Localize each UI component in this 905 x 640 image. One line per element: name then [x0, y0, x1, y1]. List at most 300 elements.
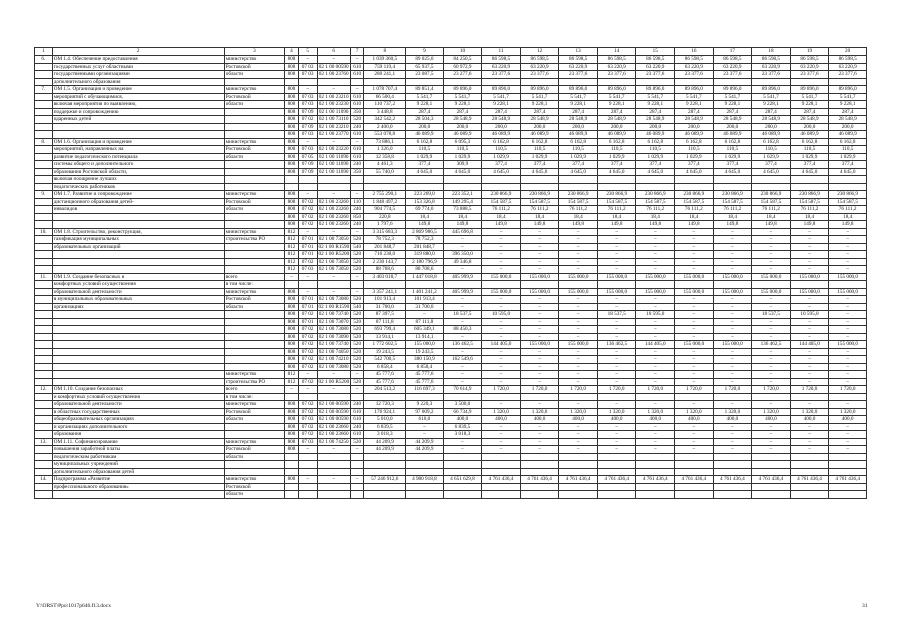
table-cell: 07 02	[298, 423, 317, 431]
table-cell: 808	[285, 138, 299, 146]
table-cell: 287,4	[713, 108, 752, 116]
table-cell: –	[317, 446, 350, 454]
table-cell: области	[224, 71, 284, 79]
table-cell: 1 326,0	[364, 146, 406, 154]
table-cell: –	[520, 228, 559, 236]
table-row	[35, 266, 867, 274]
table-cell: 18,4	[752, 213, 791, 221]
table-cell: –	[636, 431, 675, 439]
table-cell	[829, 491, 867, 499]
table-cell: 350	[350, 168, 364, 176]
table-cell: 377,4	[406, 161, 444, 169]
table-cell: 02 1 00 23660	[318, 423, 349, 430]
table-cell: 400,0	[790, 416, 829, 424]
table-cell: –	[350, 228, 364, 236]
table-cell	[224, 108, 284, 116]
table-cell: области	[224, 453, 284, 461]
table-cell: –	[713, 228, 752, 236]
table-cell: 4 761 436,4	[520, 476, 559, 484]
table-cell: 400,0	[675, 416, 714, 424]
table-cell: –	[443, 333, 482, 341]
table-cell	[224, 423, 284, 431]
table-cell: 19 243,5	[406, 348, 444, 356]
table-cell: –	[298, 56, 317, 64]
table-cell: 02 1 00 73110	[318, 116, 349, 122]
table-cell: –	[520, 258, 559, 266]
table-cell	[559, 393, 598, 401]
table-cell: 07 01	[298, 296, 317, 304]
table-cell: –	[790, 363, 829, 371]
table-cell	[364, 176, 406, 184]
table-cell: 154 587,5	[636, 198, 675, 206]
table-cell: 201 848,7	[364, 243, 406, 251]
table-cell: 89 896,0	[790, 86, 829, 94]
table-cell: 542 700,5	[364, 356, 406, 364]
table-cell: 287,4	[752, 108, 791, 116]
table-cell	[364, 491, 406, 499]
table-cell	[790, 183, 829, 191]
table-cell: 1 447 018,8	[406, 273, 444, 281]
table-cell	[752, 468, 791, 476]
table-cell: –	[636, 378, 675, 386]
table-cell	[829, 461, 867, 469]
table-cell: –	[636, 348, 675, 356]
table-cell: инвалидов	[52, 206, 224, 214]
table-cell: 46 089,9	[406, 131, 444, 139]
table-cell: 02 1 00 11090	[318, 108, 349, 115]
table-cell: –	[675, 438, 714, 446]
table-cell: –	[350, 288, 364, 296]
table-cell: 63 220,9	[559, 63, 598, 71]
table-cell: 1 029,9	[790, 153, 829, 161]
table-cell: 63 220,9	[597, 63, 636, 71]
table-cell: 28 504,3	[406, 116, 444, 124]
table-cell	[406, 468, 444, 476]
table-cell: –	[317, 138, 350, 146]
table-cell: 200,0	[482, 123, 521, 131]
table-cell: –	[713, 333, 752, 341]
table-row	[35, 116, 867, 124]
table-cell: –	[675, 348, 714, 356]
table-cell: 200,0	[675, 123, 714, 131]
table-cell: в том числе:	[224, 281, 284, 289]
table-cell: 3 500,0	[443, 401, 482, 409]
table-cell: 377,4	[829, 161, 867, 169]
table-cell: 808	[285, 86, 299, 94]
table-cell	[224, 213, 284, 221]
table-cell	[752, 281, 791, 289]
table-cell: 89 896,0	[752, 86, 791, 94]
table-cell	[285, 468, 299, 476]
table-cell: 110,5	[713, 146, 752, 154]
table-cell: 02 1 00 11090	[318, 153, 349, 160]
table-cell	[224, 251, 284, 259]
table-cell	[636, 491, 675, 499]
table-cell: 28 548,9	[443, 116, 482, 124]
table-cell: 4 761 436,4	[636, 476, 675, 484]
table-cell: –	[520, 296, 559, 304]
table-cell: 46 089,9	[597, 131, 636, 139]
table-cell: 1 029,9	[520, 153, 559, 161]
table-cell: 4 645,0	[675, 168, 714, 176]
table-cell: –	[520, 311, 559, 319]
table-cell: –	[443, 318, 482, 326]
table-cell: мероприятий с обучающимися,	[52, 93, 224, 101]
table-cell: –	[829, 266, 867, 274]
table-cell: 89 025,0	[406, 56, 444, 64]
table-cell	[35, 393, 53, 401]
table-cell	[675, 453, 714, 461]
table-cell: 808	[285, 191, 299, 199]
table-cell: 07 01	[298, 318, 317, 326]
table-cell	[713, 281, 752, 289]
table-cell: 342 542,2	[364, 116, 406, 124]
table-cell	[713, 176, 752, 184]
table-cell: 07 02	[298, 401, 317, 409]
table-cell: 02 1 00 74210	[318, 356, 349, 362]
table-cell	[636, 483, 675, 491]
table-cell: –	[559, 258, 598, 266]
table-cell: 520	[350, 236, 364, 244]
table-cell: 02 1 00 73070	[318, 318, 349, 325]
table-cell: 1 720,0	[829, 386, 867, 394]
table-cell	[559, 281, 598, 289]
table-cell: –	[713, 236, 752, 244]
table-cell: –	[636, 243, 675, 251]
table-cell: 07 01	[298, 251, 317, 259]
table-cell	[224, 243, 284, 251]
table-cell: 5 541,7	[597, 93, 636, 101]
table-cell: 66 734,9	[443, 408, 482, 416]
table-cell: 88 450,3	[443, 326, 482, 334]
table-cell	[298, 78, 317, 86]
table-cell: 28 548,9	[713, 116, 752, 124]
table-cell	[713, 461, 752, 469]
table-cell: 350	[350, 108, 364, 116]
table-cell: области	[224, 206, 284, 214]
table-cell: 44 209,9	[364, 446, 406, 454]
table-cell: министерство	[224, 56, 284, 64]
table-cell: 07 02	[298, 258, 317, 266]
table-cell: 23 377,6	[752, 71, 791, 79]
table-cell: 155 000,0	[636, 273, 675, 281]
table-cell: 44 209,9	[406, 438, 444, 446]
table-cell: –	[350, 86, 364, 94]
column-number-cell: 18	[752, 48, 791, 56]
table-cell: 155 000,0	[675, 273, 714, 281]
table-cell	[35, 176, 53, 184]
table-cell	[224, 348, 284, 356]
table-row	[35, 393, 867, 401]
table-cell	[350, 183, 364, 191]
table-cell: 02 1 00 74050	[318, 348, 349, 355]
table-cell: 14.	[35, 476, 53, 484]
table-cell: 716 230,0	[364, 251, 406, 259]
table-cell: 10 595,0	[636, 311, 675, 319]
table-cell	[52, 123, 224, 131]
table-cell: 110	[350, 198, 364, 206]
table-cell	[713, 491, 752, 499]
table-row	[35, 221, 867, 229]
column-number-cell: 13	[559, 48, 598, 56]
table-cell	[35, 153, 53, 161]
table-cell: всего	[224, 273, 284, 281]
table-cell	[52, 363, 224, 371]
table-cell: 88 708,6	[364, 266, 406, 274]
table-cell: 4 461,3	[364, 161, 406, 169]
table-cell	[406, 176, 444, 184]
table-cell: 808	[285, 303, 299, 311]
table-cell: 89 896,0	[597, 86, 636, 94]
table-cell: –	[559, 228, 598, 236]
table-cell: Ростовской	[224, 146, 284, 154]
table-cell: 1 320,0	[482, 408, 521, 416]
table-cell: 553 078,8	[364, 131, 406, 139]
table-cell: –	[675, 318, 714, 326]
table-cell: всего	[224, 386, 284, 394]
table-cell: 02 1 00 73080	[318, 363, 349, 370]
table-cell	[829, 176, 867, 184]
table-row	[35, 333, 867, 341]
table-cell: 610	[350, 416, 364, 424]
table-cell: 4 645,0	[752, 168, 791, 176]
table-cell: –	[829, 438, 867, 446]
table-cell	[317, 483, 350, 491]
table-cell: 9 228,1	[790, 101, 829, 109]
table-cell: 18,4	[597, 213, 636, 221]
table-cell: –	[597, 258, 636, 266]
table-cell	[713, 483, 752, 491]
table-cell: 28 548,9	[790, 116, 829, 124]
table-cell	[224, 333, 284, 341]
table-cell	[675, 281, 714, 289]
table-cell: –	[597, 356, 636, 364]
table-cell: –	[559, 333, 598, 341]
table-cell: –	[675, 423, 714, 431]
table-cell: –	[636, 371, 675, 379]
table-cell: 7.	[35, 86, 53, 94]
table-cell: 808	[285, 131, 299, 139]
table-cell: 4 761 436,4	[713, 476, 752, 484]
table-cell	[35, 341, 53, 349]
table-cell: 155 000,0	[482, 288, 521, 296]
table-cell	[350, 483, 364, 491]
table-cell: 02 1 00 23770	[318, 131, 349, 137]
table-cell: 1 029,9	[597, 153, 636, 161]
table-cell: –	[443, 446, 482, 454]
table-cell: –	[317, 288, 350, 296]
table-cell	[790, 491, 829, 499]
table-cell: 86 598,5	[752, 56, 791, 64]
table-cell: 1 078 707,4	[364, 86, 406, 94]
table-cell	[52, 371, 224, 379]
table-cell: 377,4	[559, 161, 598, 169]
table-cell: 808	[285, 438, 299, 446]
table-cell: 520	[350, 341, 364, 349]
table-cell: 02 1 00 23260	[318, 198, 349, 205]
table-cell	[35, 431, 53, 439]
table-cell: 280 241,1	[364, 71, 406, 79]
table-cell: 02 1 00 73050	[318, 236, 349, 242]
table-cell: педагогических работников	[52, 183, 224, 191]
table-cell: 377,4	[752, 161, 791, 169]
table-cell: 02 1 00 00590	[318, 416, 349, 422]
table-cell: –	[713, 266, 752, 274]
table-cell	[298, 461, 317, 469]
table-cell: 4 645,0	[597, 168, 636, 176]
table-cell: 808	[285, 213, 299, 221]
table-cell	[636, 281, 675, 289]
table-cell: 520	[350, 356, 364, 364]
table-cell: 23 377,6	[713, 71, 752, 79]
table-cell: –	[559, 356, 598, 364]
table-cell: –	[520, 438, 559, 446]
table-cell: министерство	[224, 401, 284, 409]
table-cell: –	[636, 258, 675, 266]
table-cell	[520, 453, 559, 461]
table-cell: 176 924,1	[364, 408, 406, 416]
table-cell	[35, 101, 53, 109]
table-cell: –	[482, 446, 521, 454]
table-cell	[35, 236, 53, 244]
table-cell: –	[675, 446, 714, 454]
table-cell: 07 02	[298, 311, 317, 319]
table-cell: –	[559, 243, 598, 251]
table-cell: 808	[285, 123, 299, 131]
table-cell: –	[520, 236, 559, 244]
table-cell: 31 700,0	[406, 303, 444, 311]
table-cell	[52, 221, 224, 229]
table-cell: образования	[52, 431, 224, 439]
table-cell: области	[224, 416, 284, 424]
table-cell: 812	[285, 228, 299, 236]
table-cell: 65 937,5	[406, 63, 444, 71]
table-cell: министерство	[224, 191, 284, 199]
table-cell: –	[790, 258, 829, 266]
table-cell: 520	[350, 363, 364, 371]
table-cell: –	[597, 446, 636, 454]
table-row	[35, 78, 867, 86]
table-cell	[636, 393, 675, 401]
table-cell: 28 548,9	[829, 116, 867, 124]
table-cell: 46 089,9	[520, 131, 559, 139]
table-cell: 6 162,8	[636, 138, 675, 146]
table-cell: –	[285, 273, 299, 281]
table-cell: –	[482, 228, 521, 236]
table-cell: –	[752, 326, 791, 334]
table-cell: –	[350, 56, 364, 64]
table-cell: 400,0	[829, 416, 867, 424]
table-cell: 07 03	[298, 416, 317, 424]
table-cell	[35, 461, 53, 469]
table-cell: 12 358,8	[364, 153, 406, 161]
table-cell: 808	[285, 363, 299, 371]
table-cell: 287,4	[443, 108, 482, 116]
table-cell	[752, 483, 791, 491]
table-cell: 155 000,0	[829, 288, 867, 296]
table-cell	[636, 461, 675, 469]
table-cell: 5 541,7	[675, 93, 714, 101]
table-cell: –	[636, 438, 675, 446]
table-cell: 87 111,8	[406, 318, 444, 326]
table-cell: ОМ 1.11. Софинансирование	[52, 438, 224, 446]
table-cell: 02 1 00 11090	[318, 161, 349, 167]
table-row	[35, 86, 867, 94]
table-cell: 808	[285, 146, 299, 154]
table-cell: –	[559, 311, 598, 319]
column-number-cell: 14	[597, 48, 636, 56]
column-number-cell: 15	[636, 48, 675, 56]
table-cell: 4 761 436,4	[559, 476, 598, 484]
table-cell: –	[790, 243, 829, 251]
table-cell	[52, 251, 224, 259]
table-cell: 6 162,8	[482, 138, 521, 146]
table-cell: –	[829, 303, 867, 311]
table-cell: –	[752, 378, 791, 386]
table-cell	[35, 206, 53, 214]
table-cell	[317, 393, 350, 401]
table-cell: –	[443, 438, 482, 446]
table-cell: –	[520, 431, 559, 439]
table-cell: 2 180 796,9	[406, 258, 444, 266]
table-cell	[520, 78, 559, 86]
table-cell	[224, 266, 284, 274]
table-row	[35, 348, 867, 356]
table-cell: 155 000,0	[713, 341, 752, 349]
table-cell: –	[752, 423, 791, 431]
table-cell: 5 541,7	[520, 93, 559, 101]
table-cell: 1 320,0	[520, 408, 559, 416]
table-cell: 808	[285, 206, 299, 214]
table-cell: –	[636, 266, 675, 274]
table-cell: 28 548,9	[520, 116, 559, 124]
table-cell: 200,0	[520, 123, 559, 131]
table-cell: –	[790, 326, 829, 334]
table-cell: 07 02	[298, 221, 317, 229]
table-cell: 149,8	[559, 221, 598, 229]
table-cell	[35, 71, 53, 79]
table-cell: 07 03	[298, 101, 317, 109]
table-cell: 1 320,0	[675, 408, 714, 416]
table-cell: –	[790, 401, 829, 409]
table-cell	[350, 393, 364, 401]
table-cell	[224, 161, 284, 169]
table-cell: 1 029,9	[482, 153, 521, 161]
table-cell: –	[675, 228, 714, 236]
table-cell: 02 1 00 23260	[318, 221, 349, 227]
table-cell: –	[520, 348, 559, 356]
table-cell: 101 913,4	[406, 296, 444, 304]
table-cell: –	[482, 348, 521, 356]
table-cell: 1 029,9	[443, 153, 482, 161]
table-cell: 97 009,2	[406, 408, 444, 416]
table-cell: 230 866,9	[636, 191, 675, 199]
table-cell	[285, 491, 299, 499]
table-cell: 07 02	[298, 206, 317, 214]
table-cell: –	[752, 363, 791, 371]
table-cell: поддержке и сопровождению	[52, 108, 224, 116]
table-cell: 223 352,1	[443, 191, 482, 199]
table-cell	[482, 461, 521, 469]
table-cell: 1 320,0	[597, 408, 636, 416]
table-cell	[298, 483, 317, 491]
table-cell	[597, 468, 636, 476]
table-cell	[790, 483, 829, 491]
table-cell: 49 346,8	[443, 258, 482, 266]
table-cell: –	[482, 423, 521, 431]
table-cell	[35, 326, 53, 334]
table-cell: –	[597, 326, 636, 334]
